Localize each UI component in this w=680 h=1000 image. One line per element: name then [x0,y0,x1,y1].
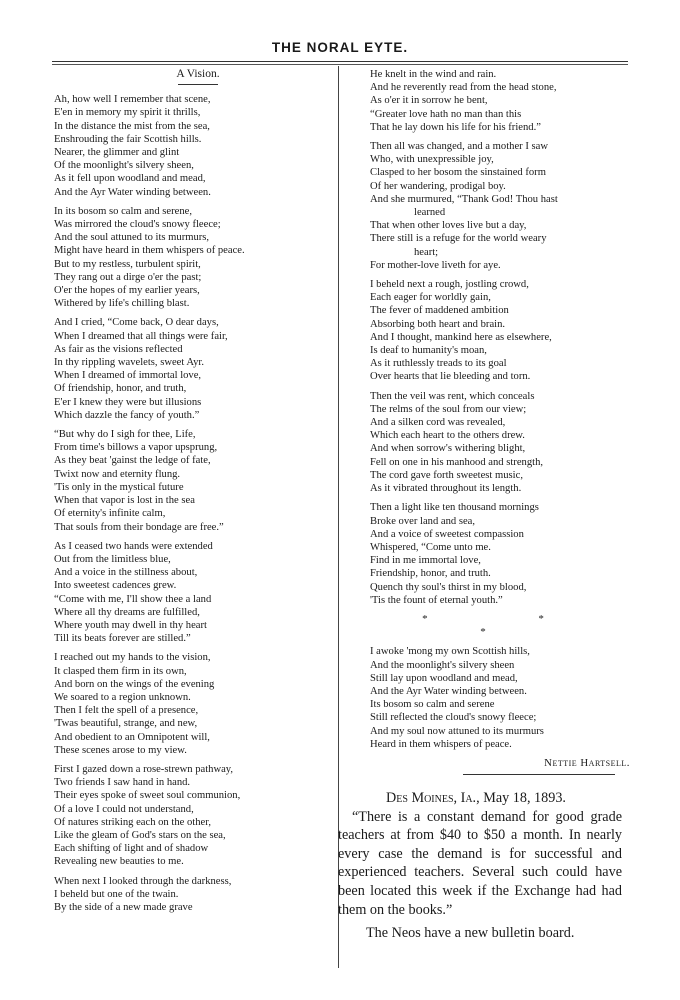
poem-line: Then all was changed, and a mother I saw [370,141,548,153]
poem-line: “Greater love hath no man than this [370,108,522,120]
poem-line: First I gazed down a rose-strewn pathway, [54,763,234,775]
poem-line: And when sorrow's withering blight, [370,443,526,455]
poem-line: Into sweetest cadences grew. [54,580,177,592]
poem-line: “Come with me, I'll show thee a land [54,593,212,605]
poem-stanza [54,875,332,915]
poem-line: As they beat 'gainst the ledge of fate, [54,455,211,467]
poem-stanza [54,93,332,199]
poem-line: Who, with unexpressible joy, [370,154,494,166]
poem-line: Enshrouding the fair Scottish hills. [54,133,202,145]
poem-line: Still reflected the cloud's snowy fleece; [370,712,537,724]
poem-line: Twixt now and eternity flung. [54,468,181,480]
poem-stanza [54,205,332,311]
signature-rule [463,774,615,775]
poem-line: Of eternity's infinite calm, [54,508,166,520]
poem-line: As it fell upon woodland and mead, [54,173,206,185]
poem-line: As it vibrated throughout its length. [370,483,522,495]
poem-line: Its bosom so calm and serene [370,699,495,711]
poem-line: That souls from their bondage are free.” [54,521,224,533]
poem-line: When that vapor is lost in the sea [54,495,195,507]
news-bulletin: The Neos have a new bulletin board. [366,925,575,942]
poem-line: Was mirrored the cloud's snowy fleece; [54,219,221,231]
news-paragraph: “There is a constant demand for good grade teachers at from $40 to $50 a month. In nearly every case the demand is for successful and experienced teachers. Several such could have been located this week if the Exchange had had them on the books.” [338,808,622,918]
poem-line: In thy rippling wavelets, sweet Ayr. [54,357,204,369]
poem-line: I beheld but one of the twain. [54,888,179,900]
title-rule [178,84,218,85]
poem-line: I beheld next a rough, jostling crowd, [370,279,529,291]
poem-stanza [370,68,630,134]
poem-line: And the Ayr Water winding between. [370,685,527,697]
poem-line: We soared to a region unknown. [54,691,191,703]
poem-stanza [370,278,630,384]
poem-line: As fair as the visions reflected [54,343,183,355]
poem-line: Then a light like ten thousand mornings [370,502,539,514]
poem-line: Is deaf to humanity's moan, [370,345,487,357]
header-rule-thin [52,64,628,65]
poem-line: Broke over land and sea, [370,515,476,527]
poem-stanza [370,501,630,607]
poem-line: Then the veil was rent, which conceals [370,390,535,402]
poem-line: heart; [414,246,439,258]
poem-stanza [54,540,332,646]
dateline-place: Des Moines, Ia., [386,790,480,806]
poem-line: Of a love I could not understand, [54,803,194,815]
poem-line: I reached out my hands to the vision, [54,652,211,664]
poem-line: When I dreamed that all things were fair, [54,330,228,342]
poem-line: Of friendship, honor, and truth, [54,383,187,395]
poem-line: Each shifting of light and of shadow [54,843,209,855]
news-section [338,789,622,943]
poem-line: And the Ayr Water winding between. [54,186,211,198]
poem-stanza [54,651,332,757]
poem-line: There still is a refuge for the world weary [370,233,547,245]
poem-line: That when other loves live but a day, [370,220,527,232]
poem-line: As it ruthlessly treads to its goal [370,358,507,370]
poem-line: E'er I knew they were but illusions [54,396,202,408]
left-stanzas [54,93,332,914]
poem-line: Where youth may dwell in thy heart [54,619,207,631]
poem-line: Of her wandering, prodigal boy. [370,180,506,192]
page-header: THE NORAL EYTE. [271,40,409,55]
poem-line: As o'er it in sorrow he bent, [370,95,488,107]
poem-line: In the distance the mist from the sea, [54,120,210,132]
poem-line: Then I felt the spell of a presence, [54,705,199,717]
poem-line: Ah, how well I remember that scene, [54,94,211,106]
poem-line: When next I looked through the darkness, [54,875,232,887]
poem-line: And the moonlight's silvery sheen [370,659,515,671]
poem-line: The fever of maddened ambition [370,305,509,317]
poem-line: Where all thy dreams are fulfilled, [54,606,200,618]
left-column [54,68,332,920]
poem-stanza-final [370,645,630,751]
poem-line: Of natures striking each on the other, [54,816,211,828]
poem-line: He knelt in the wind and rain. [370,69,497,80]
poem-line: Withered by life's chilling blast. [54,298,190,310]
poem-stanza [54,763,332,869]
poem-line: Two friends I saw hand in hand. [54,777,191,789]
poem-line: Each eager for worldly gain, [370,292,491,304]
poem-line: Which each heart to the others drew. [370,430,525,442]
poem-line: And obedient to an Omnipotent will, [54,731,210,743]
poem-line: O'er the hopes of my earlier years, [54,285,200,297]
header-rule [52,61,628,62]
poem-line: It clasped them firm in its own, [54,665,187,677]
poem-line: And the soul attuned to its murmurs, [54,232,210,244]
poem-line: The relms of the soul from our view; [370,403,527,415]
poem-line: Find in me immortal love, [370,555,481,567]
poem-line: Fell on one in his manhood and strength, [370,456,544,468]
poem-line: Out from the limitless blue, [54,553,171,565]
poem-line: E'en in memory my spirit it thrills, [54,107,201,119]
poem-line: “But why do I sigh for thee, Life, [54,429,196,441]
poem-line: Still lay upon woodland and mead, [370,672,518,684]
poem-signature: Nettie Hartsell. [544,756,630,769]
poem-line: learned [414,207,446,219]
dateline-date: May 18, 1893. [483,790,566,806]
poem-line: And a voice in the stillness about, [54,567,198,579]
poem-line: Nearer, the glimmer and glint [54,147,180,159]
poem-line: But to my restless, turbulent spirit, [54,258,201,270]
poem-line: Quench thy soul's thirst in my blood, [370,581,527,593]
poem-line: Like the gleam of God's stars on the sea, [54,829,226,841]
poem-line: In its bosom so calm and serene, [54,205,192,217]
poem-line: Clasped to her bosom the sinstained form [370,167,546,179]
poem-line: Absorbing both heart and brain. [370,318,506,330]
poem-line: 'Tis the fount of eternal youth.” [370,594,503,606]
poem-line: The cord gave forth sweetest music, [370,469,523,481]
poem-line: And she murmured, “Thank God! Thou hast [370,193,558,205]
poem-line: Their eyes spoke of sweet soul communion, [54,790,241,802]
news-dateline [338,789,622,808]
poem-line: And my soul now attuned to its murmurs [370,725,544,737]
poem-line: Over hearts that lie bleeding and torn. [370,371,531,383]
poem-line: And a silken cord was revealed, [370,417,506,429]
poem-title: A Vision. [176,68,220,80]
poem-stanza [54,316,332,422]
section-stars: * * * [422,612,598,639]
poem-line: Which dazzle the fancy of youth.” [54,409,200,421]
poem-line: Of the moonlight's silvery sheen, [54,160,194,172]
poem-line: These scenes arose to my view. [54,744,187,756]
poem-line: Revealing new beauties to me. [54,856,184,868]
poem-line: When I dreamed of immortal love, [54,370,202,382]
poem-line: For mother-love liveth for aye. [370,259,501,271]
poem-line: Whispered, “Come unto me. [370,541,491,553]
poem-line: By the side of a new made grave [54,901,193,913]
poem-line: And born on the wings of the evening [54,678,215,690]
poem-stanza [370,140,630,272]
poem-line: Might have heard in them whispers of peace. [54,245,245,257]
poem-stanza [370,390,630,496]
poem-stanza [54,428,332,534]
poem-line: Till its beats forever are stilled.” [54,633,191,645]
poem-line: From time's billows a vapor upsprung, [54,442,218,454]
poem-line: And he reverently read from the head stone, [370,82,557,94]
right-stanzas [370,278,630,607]
poem-line: And I thought, mankind here as elsewhere, [370,331,552,343]
poem-line: And a voice of sweetest compassion [370,528,524,540]
poem-line: 'Tis only in the mystical future [54,481,184,493]
poem-line: That he lay down his life for his friend.” [370,121,541,133]
poem-line: They rang out a dirge o'er the past; [54,271,202,283]
poem-line: Friendship, honor, and truth. [370,568,491,580]
poem-line: Heard in them whispers of peace. [370,738,512,750]
poem-line: 'Twas beautiful, strange, and new, [54,718,198,730]
poem-line: And I cried, “Come back, O dear days, [54,317,219,329]
poem-line: I awoke 'mong my own Scottish hills, [370,646,530,658]
poem-line: As I ceased two hands were extended [54,540,213,552]
right-column [370,68,630,785]
